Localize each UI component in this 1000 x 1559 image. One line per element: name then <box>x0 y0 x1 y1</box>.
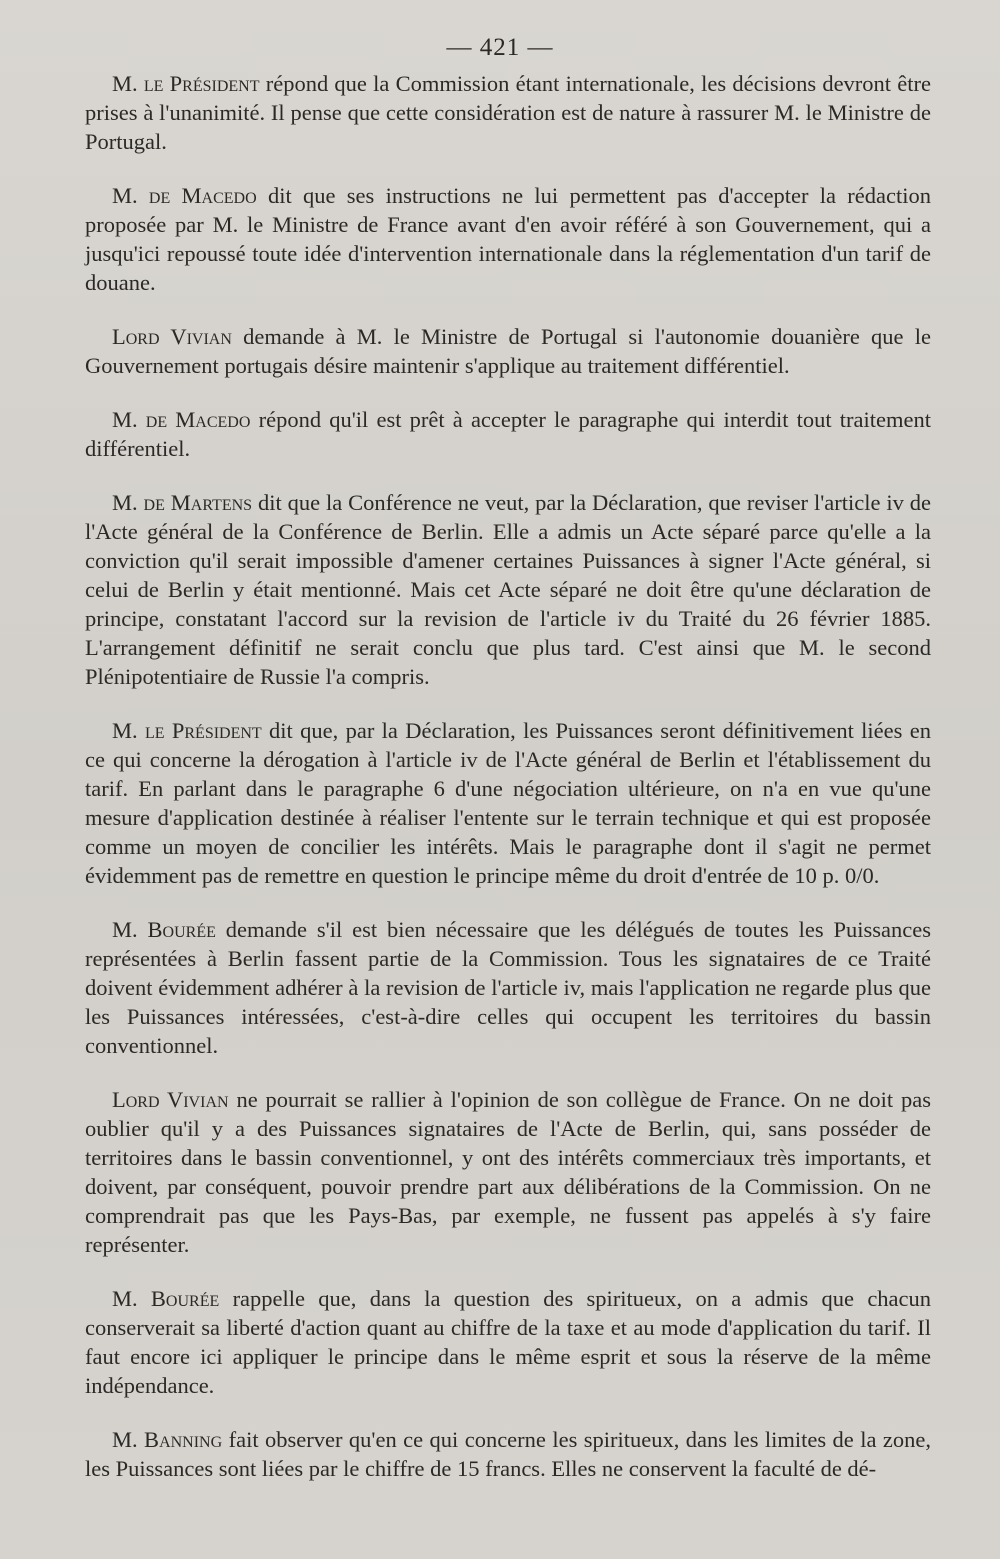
page-body <box>85 69 931 1508</box>
paragraph-text: dit que, par la Déclaration, les Puissances seront définitivement liées en ce qui concerne la dérogation à l'article iv de l'Acte général de Berlin et l'établissement du tarif. En parlant dans le paragraphe 6 d'une négociation ultérieure, on n'a en vue qu'une mesure d'application destinée à réaliser l'entente sur le terrain technique et qui est proposée comme un moyen de concilier les intérêts. Mais le paragraphe dont il s'agit ne permet évidemment pas de remettre en question le principe même du droit d'entrée de 10 p. 0/0. <box>85 718 931 888</box>
paragraph-text: fait observer qu'en ce qui concerne les spiritueux, dans les limites de la zone, les Puissances sont liées par le chiffre de 15 francs. Elles ne conservent la faculté de dé- <box>85 1427 931 1481</box>
paragraph-text: demande s'il est bien nécessaire que les délégués de toutes les Puissances représentées à Berlin fassent partie de la Commission. Tous les signataires de ce Traité doivent évidemment adhérer à la revision de l'article iv, mais l'application ne regarde plus que les Puissances intéressées, c'est-à-dire celles qui occupent les territoires du bassin conventionnel. <box>85 917 932 1058</box>
speaker-name: M. de Macedo <box>112 183 257 208</box>
speaker-name: M. de Macedo <box>112 407 251 432</box>
speaker-name: M. Banning <box>112 1427 223 1452</box>
paragraph-text: ne pourrait se rallier à l'opinion de son collègue de France. On ne doit pas oublier qu'il y a des Puissances signataires de l'Acte de Berlin, qui, sans posséder de territoires dans le bassin conventionnel, y ont des intérêts commerciaux très importants, et doivent, par conséquent, pouvoir prendre part aux délibérations de la Commission. On ne comprendrait pas que les Pays-Bas, par exemple, ne fussent pas appelés à s'y faire représenter. <box>85 1087 931 1257</box>
paragraph-text: rappelle que, dans la question des spiritueux, on a admis que chacun conserverait sa liberté d'action quant au chiffre de la taxe et au mode d'application du tarif. Il faut encore ici appliquer le principe dans le même esprit et sous la réserve de la même indépendance. <box>85 1286 932 1398</box>
paragraph <box>85 716 931 890</box>
speaker-name: M. de Martens <box>112 490 253 515</box>
paragraph-text: répond qu'il est prêt à accepter le paragraphe qui interdit tout traitement différentiel. <box>85 407 931 461</box>
speaker-name: Lord Vivian <box>112 324 232 349</box>
paragraph <box>85 69 931 156</box>
paragraph <box>85 322 931 380</box>
paragraph-text: dit que ses instructions ne lui permettent pas d'accepter la rédaction proposée par M. le Ministre de France avant d'en avoir référé à son Gouvernement, qui a jusqu'ici repoussé toute idée d'intervention internationale dans la réglementation d'un tarif de douane. <box>85 183 931 295</box>
paragraph <box>85 915 931 1060</box>
speaker-name: M. le Président <box>112 718 262 743</box>
speaker-name: M. le Président <box>112 71 260 96</box>
speaker-name: Lord Vivian <box>112 1087 229 1112</box>
paragraph <box>85 405 931 463</box>
paragraph <box>85 181 931 297</box>
paragraph-text: dit que la Conférence ne veut, par la Déclaration, que reviser l'article iv de l'Acte général de la Conférence de Berlin. Elle a admis un Acte séparé parce qu'elle a la conviction qu'il serait impossible d'amener certaines Puissances à signer l'Acte général, si celui de Berlin y était mentionné. Mais cet Acte séparé ne doit être qu'une déclaration de principe, constatant l'accord sur la revision de l'article iv du Traité du 26 février 1885. L'arrangement définitif ne serait conclu que plus tard. C'est ainsi que M. le second Plénipotentiaire de Russie l'a compris. <box>85 490 932 689</box>
paragraph-text: demande à M. le Ministre de Portugal si l'autonomie douanière que le Gouvernement portugais désire maintenir s'applique au traitement différentiel. <box>85 324 931 378</box>
page-number: — 421 — <box>446 34 554 61</box>
paragraph <box>85 1085 931 1259</box>
paragraph-text: répond que la Commission étant internationale, les décisions devront être prises à l'unanimité. Il pense que cette considération est de nature à rassurer M. le Ministre de Portugal. <box>85 71 931 154</box>
speaker-name: M. Bourée <box>112 917 216 942</box>
paragraph <box>85 488 931 691</box>
paragraph <box>85 1284 931 1400</box>
speaker-name: M. Bourée <box>112 1286 220 1311</box>
paragraph <box>85 1425 931 1483</box>
